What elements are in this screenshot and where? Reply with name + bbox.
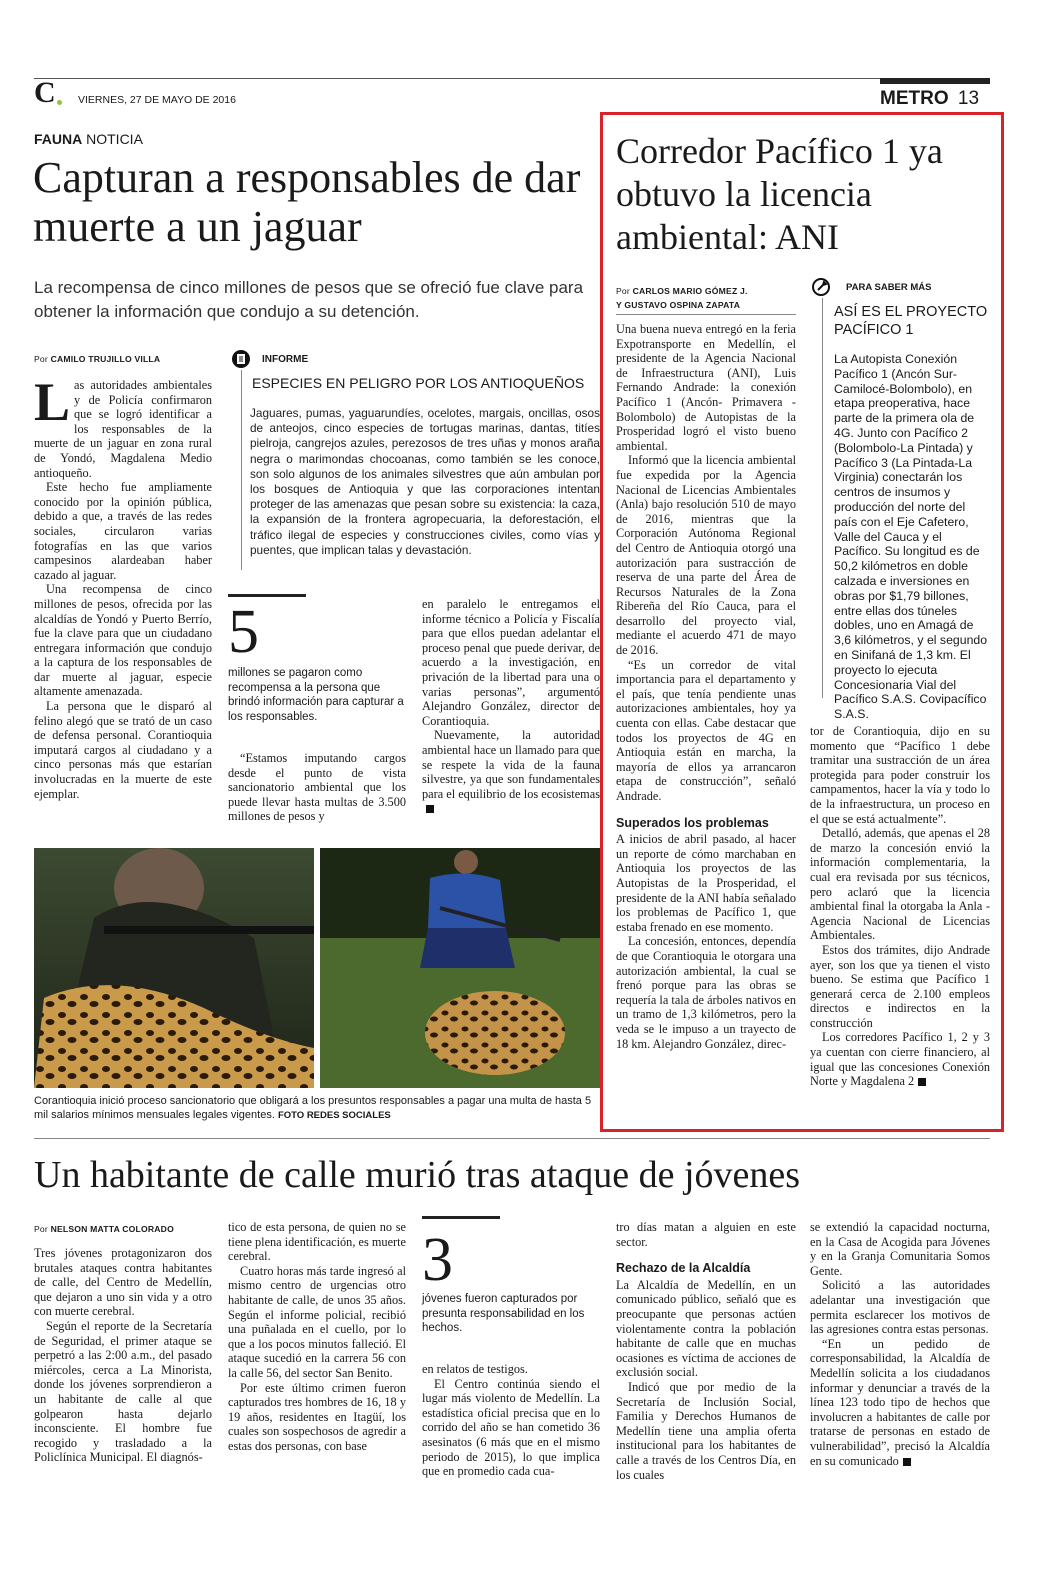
section-label bbox=[880, 88, 979, 110]
paragraph: Nuevamente, la autoridad ambiental hace un llamado para que se respete la vida de la fauna silvestre, ya que son fundamentales para el equilibrio de los ecosistemas bbox=[422, 728, 600, 816]
stat-caption: millones se pagaron como recompensa a la persona que brindó información para capturar a los responsables. bbox=[228, 667, 404, 723]
paragraph: Solicitó a las autoridades adelantar una investigación que permita esclarecer los motivos de las agresiones contra estas personas. bbox=[810, 1278, 990, 1337]
jaguar-byline bbox=[34, 354, 160, 364]
paragraph: se extendió la capacidad nocturna, en la Casa de Acogida para Jóvenes y en la Granja Comunitaria Somos Gente. bbox=[810, 1220, 990, 1278]
byline-prefix: Por bbox=[34, 354, 48, 364]
end-mark bbox=[903, 1458, 911, 1466]
paragraph: tico de esta persona, de quien no se tiene plena identificación, es muerte cerebral. bbox=[228, 1220, 406, 1264]
informe-title: ESPECIES EN PELIGRO POR LOS ANTIOQUEÑOS bbox=[252, 375, 585, 391]
informe-label: INFORME bbox=[262, 354, 309, 365]
paragraph: en paralelo le entregamos el informe técnico a Policía y Fiscalía para que ellos puedan adelantar el proceso penal que puede derivar, de acuerdo a la investigación, en privación de la libertad para una o varias personas”, argumentó Alejandro González, director de Corantioquia. bbox=[422, 597, 600, 728]
habitante-stat-caption: jóvenes fueron capturados por presunta responsabilidad en los hechos. bbox=[422, 1293, 585, 1334]
habitante-headline: Un habitante de calle murió tras ataque de jóvenes bbox=[34, 1154, 801, 1196]
paragraph: en relatos de testigos. bbox=[422, 1362, 528, 1376]
paragraph: Detalló, además, que apenas el 28 de marzo la concesión envió la información complementaria, la cual era revisada por sus técnicos, pero aclaró que la licencia ambiental final la otorgaba la Anla -Agencia Nacional de Licencias Ambientales. bbox=[810, 826, 990, 943]
corredor-byline: Por CARLOS MARIO GÓMEZ J. Y GUSTAVO OSPINA ZAPATA bbox=[616, 286, 748, 310]
habitante-column-3 bbox=[422, 1362, 600, 1479]
paragraph: El Centro continúa siendo el lugar más violento de Medellín. La estadística oficial precisa que en lo corrido del año se han cometido 36 asesinatos (6 más que en el mismo periodo de 2015), lo que implica que en promedio cada cua- bbox=[422, 1376, 600, 1479]
paragraph: “Estamos imputando cargos desde el punto de vista sancionatorio ambiental que los puede llevar hasta multas de 3.500 millones de pesos y bbox=[228, 751, 406, 824]
paragraph: Una recompensa de cinco millones de pesos, ofrecida por las alcaldías de Yondó y Puerto Berrío, fue la clave para que un ciudadano entregara información que condujo a la captura de los responsables de dar muerte al jaguar, especie altamente amenazada. bbox=[34, 582, 212, 699]
paragraph: Informó que la licencia ambiental fue expedida por la Agencia Nacional de Licencias Ambientales (Anla) bajo resolución 510 de mayo de 2016, mientras que la Corporación Autónoma Regional del Centro de Antioquia otorgó una autorización para sustracción de reserva de una parte del Área de Recursos Naturales de la Zona Ribereña del Río Cauca, para el desarrollo del proyecto vial, mediante el acuerdo 471 de mayo de 2016. bbox=[616, 453, 796, 658]
corredor-headline: Corredor Pacífico 1 ya obtuvo la licencia ambiental: ANI bbox=[616, 131, 943, 257]
page-number: 13 bbox=[957, 88, 980, 109]
byline-name: CAMILO TRUJILLO VILLA bbox=[50, 354, 161, 364]
kicker-section: FAUNA bbox=[34, 131, 83, 147]
habitante-column-4 bbox=[616, 1220, 796, 1482]
box-title: ASÍ ES EL PROYECTO PACÍFICO 1 bbox=[834, 304, 988, 338]
end-mark bbox=[918, 1078, 926, 1086]
issue-date: VIERNES, 27 DE MAYO DE 2016 bbox=[78, 94, 236, 106]
section-name: METRO bbox=[880, 88, 949, 109]
habitante-subhead: Rechazo de la Alcaldía bbox=[616, 1261, 751, 1276]
jaguar-column-1 bbox=[34, 372, 212, 801]
paragraph: Los corredores Pacífico 1, 2 y 3 ya cuentan con cierre financiero, al igual que las concesiones Conexión Norte y Magdalena 2 bbox=[810, 1030, 990, 1089]
corredor-subhead: Superados los problemas bbox=[616, 815, 769, 830]
paragraph: L as autoridades ambientales y de Policía confirmaron que se logró identificar a los responsables de la muerte de un jaguar en zona rural de Yondó, Magdalena Medio antioqueño. bbox=[34, 372, 212, 480]
informe-text: Jaguares, pumas, yaguarundíes, ocelotes, margais, oncillas, osos de anteojos, cinco especies de tortugas marinas, dantas, titíes pielroja, cangrejos azules, perezosos de tres uñas y monos araña negra o marimondas chocoanas, como también se les conoce, son solo algunos de los animales silvestres que aún ambulan por los bosques de Antioquia y que las corporaciones intentan proteger de las amenazas que pesan sobre su existencia: la caza, la expansión de la frontera agropecuaria, la deforestación, el tráfico ilegal de especies y construcciones civiles, como vías y puentes, que implican talas y devastación. bbox=[250, 406, 600, 557]
jaguar-headline: Capturan a responsables de dar muerte a un jaguar bbox=[33, 153, 581, 251]
box-label: PARA SABER MÁS bbox=[846, 282, 932, 293]
box-text: La Autopista Conexión Pacífico 1 (Ancón Sur-Camilocé-Bolombolo), en etapa preoperativa, hace parte de la primera ola de 4G. Junto con Pacífico 2 (Bolombolo-La Pintada) y Pacífico 3 (La Pintada-La Virginia) conectarán los centros de insumos y producción del norte del país con el Eje Cafetero, Valle del Cauca y el Pacífico. Su longitud es de 50,2 kilómetros en doble calzada e inversiones en obras por $1,79 billones, entre ellas dos túneles dobles, uno en Amagá de 3,6 kilómetros, y el segundo en Sinifaná de 1,3 km. El proyecto lo ejecuta Concesionaria Vial del Pacífico S.A.S. Covipacífico S.A.S. bbox=[834, 352, 988, 722]
paragraph: La Alcaldía de Medellín, en un comunicado público, señaló que es preocupante que personas actúen violentamente contra la población habitante de calle que en muchas ocasiones es víctima de acciones de exclusión social. bbox=[616, 1277, 796, 1380]
paragraph: “Es un corredor de vital importancia para el departamento y el país, que tenía pendiente unas autorizaciones ambientales, hoy ya cuenta con ellas. Cabe destacar que todos los proyectos de 4G en Antioquia están en marcha, la mayoría de ellos ya arrancaron etapa de construcción”, señaló Andrade. bbox=[616, 657, 796, 803]
paragraph: Estos dos trámites, dijo Andrade ayer, son los que ya tienen el visto bueno. Se estima que Pacífico 1 generará cerca de 2.100 empleos directos e indirectos en la construcción bbox=[810, 942, 990, 1030]
paragraph: Tres jóvenes protagonizaron dos brutales ataques contra habitantes de calle, del Centro de Medellín, que dejaron a uno sin vida y a otro con muerte cerebral. bbox=[34, 1246, 212, 1319]
paragraph: tro días matan a alguien en este sector. bbox=[616, 1220, 796, 1249]
jaguar-subhead: La recompensa de cinco millones de pesos que se ofreció fue clave para obtener la información que condujo a su detención. bbox=[34, 278, 584, 321]
paragraph: Cuatro horas más tarde ingresó al mismo centro de urgencias otro habitante de calle, de unos 35 años. Según el informe policial, recibió una puñalada en el cuello, por lo que a los pocos minutos falleció. El ataque sucedió en la carrera 56 con la calle 56, del sector San Benito. bbox=[228, 1263, 406, 1380]
photo-hunter-crouching bbox=[320, 848, 600, 1088]
paragraph: La persona que le disparó al felino alegó que se trató de un caso de defensa personal. Corantioquia imputará cargos al ciudadano y a cinco personas más que estarían involucradas en la muerte de este ejemplar. bbox=[34, 699, 212, 801]
stat-number: 5 bbox=[228, 598, 259, 666]
logo-dot bbox=[57, 100, 62, 105]
habitante-column-1 bbox=[34, 1246, 212, 1465]
photo-hunter-with-jaguar bbox=[34, 848, 314, 1088]
paragraph: Indicó que por medio de la Secretaría de Inclusión Social, Familia y Derechos Humanos de Medellín tiene una amplia oferta institucional para los habitantes de calle a través de los Centros Día, en los cuales bbox=[616, 1379, 796, 1482]
paragraph: A inicios de abril pasado, al hacer un reporte de cómo marchaban en Antioquia los proyectos de las Autopistas de la Prosperidad, el presidente de la ANI había señalado los problemas de Pacífico 1, que estaba frenado en ese momento. bbox=[616, 832, 796, 934]
paragraph: Una buena nueva entregó en la feria Expotransporte en Medellín, el presidente de la Agencia Nacional de Infraestructura (ANI), Luis Fernando Andrade: la conexión Pacífico 1 (Ancón- Primavera - Bolombolo) de Autopistas de la Prosperidad logró el visto bueno ambiental. bbox=[616, 322, 796, 453]
corredor-column-2 bbox=[810, 724, 990, 1089]
drop-cap: L bbox=[34, 372, 71, 432]
corredor-column-1 bbox=[616, 322, 796, 1051]
kicker bbox=[34, 131, 143, 147]
habitante-stat-number: 3 bbox=[422, 1226, 453, 1294]
jaguar-column-2 bbox=[228, 751, 406, 824]
jaguar-column-3 bbox=[422, 597, 600, 816]
paragraph: tor de Corantioquia, dijo en su momento que “Pacífico 1 debe tramitar una sustracción de un área protegida para poder construir los campamentos, hacer la vía y todo lo de la infraestructura, un proceso en el que se está actualmente”. bbox=[810, 724, 990, 826]
informe-icon bbox=[232, 350, 250, 368]
paragraph: Según el reporte de la Secretaría de Seguridad, el primer ataque se perpetró a las 2:00 a.m., del pasado miércoles, cerca a La Minorista, donde los jóvenes sorprendieron a un habitante de calle al que golpearon hasta dejarlo inconsciente. El hombre fue recogido y trasladado a la Policlínica Municipal. El diagnós- bbox=[34, 1318, 212, 1465]
photo-credit: FOTO REDES SOCIALES bbox=[277, 1110, 391, 1121]
paragraph: “En un pedido de corresponsabilidad, la Alcaldía de Medellín solicita a los ciudadanos informar y denunciar a través de la línea 123 todo tipo de hechos que involucren a habitantes de calle por tratarse de personas en estado de vulnerabilidad”, precisó la Alcaldía en su comunicado bbox=[810, 1336, 990, 1468]
paragraph: La concesión, entonces, dependía de que Corantioquia le otorgara una autorización ambiental, la cual se frenó porque para las obras se requería la tala de árboles nativos en un tramo de 1,3 kilómetros, pero la veda se le impuso a un trayecto de 18 km. Alejandro González, direc- bbox=[616, 934, 796, 1051]
end-mark bbox=[426, 805, 434, 813]
pin-icon bbox=[812, 278, 830, 296]
paragraph: Este hecho fue ampliamente conocido por la opinión pública, debido a que, a través de las redes sociales, circularon varias fotografías en las que varios campesinos alardeaban haber cazado al jaguar. bbox=[34, 480, 212, 582]
paragraph: Por este último crimen fueron capturados tres hombres de 16, 18 y 19 años, residentes en Itagüí, los cuales son sospechosos de agredir a estas dos personas, con base bbox=[228, 1380, 406, 1453]
photo-caption: Corantioquia inició proceso sancionatorio que obligará a los presuntos responsables a pagar una multa de hasta 5 mil salarios mínimos mensuales legales vigentes. FOTO REDES SOCIALES bbox=[34, 1095, 592, 1121]
habitante-byline: Por NELSON MATTA COLORADO bbox=[34, 1224, 174, 1234]
habitante-column-2 bbox=[228, 1220, 406, 1454]
habitante-column-5 bbox=[810, 1220, 990, 1468]
brand-logo: C bbox=[34, 76, 56, 109]
kicker-type: NOTICIA bbox=[86, 131, 143, 147]
